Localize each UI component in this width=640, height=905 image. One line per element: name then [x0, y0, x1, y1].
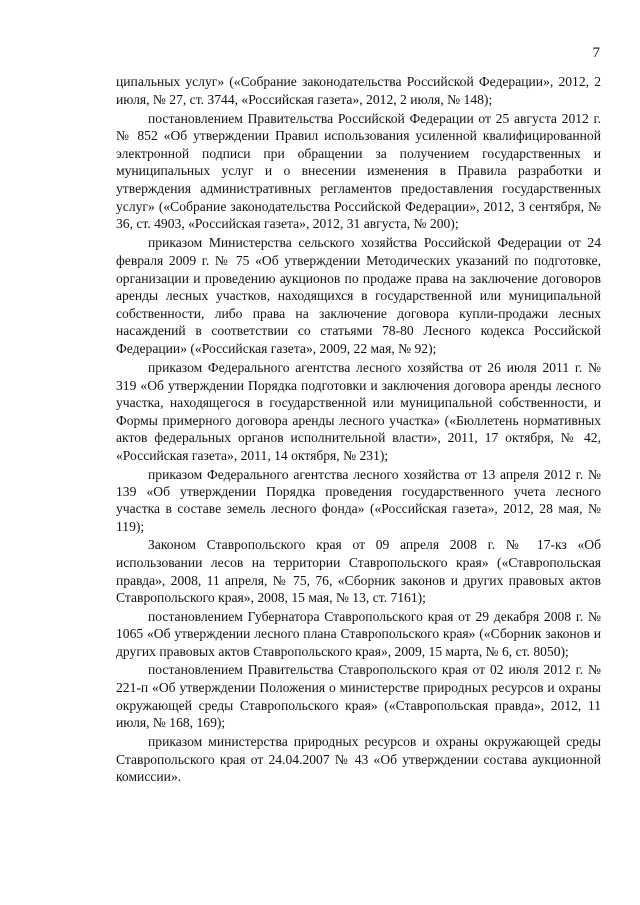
document-body	[116, 73, 601, 788]
paragraph: приказом министерства природных ресурсов и охраны окружающей среды Ставропольского края от 24.04.2007 № 43 «Об утверждении состава аукционной комиссии».	[116, 734, 601, 785]
paragraph: приказом Федерального агентства лесного хозяйства от 26 июля 2011 г. № 319 «Об утверждении Порядка подготовки и заключения договора аренды лесного участка, находящегося в государственной или муниципальной собственности, и Формы примерного договора аренды лесного участка» («Бюллетень нормативных актов федеральных органов исполнительной власти», 2011, 17 октября, № 42, «Российская газета», 2011, 14 октября, № 231);	[116, 360, 601, 463]
paragraph: приказом Министерства сельского хозяйства Российской Федерации от 24 февраля 2009 г. № 75 «Об утверждении Методических указаний по подготовке, организации и проведению аукционов по продаже права на заключение договоров аренды лесных участков, находящихся в государственной или муниципальной собственности, либо права на заключение договора купли-продажи лесных насаждений в соответствии со статьями 78-80 Лесного кодекса Российской Федерации» («Российская газета», 2009, 22 мая, № 92);	[116, 235, 601, 356]
paragraph: постановлением Правительства Ставропольского края от 02 июля 2012 г. № 221-п «Об утверждении Положения о министерстве природных ресурсов и охраны окружающей среды Ставропольского края» («Ставропольская правда», 2012, 11 июля, № 168, 169);	[116, 662, 601, 731]
page-number: 7	[592, 45, 600, 61]
paragraph: ципальных услуг» («Собрание законодательства Российской Федерации», 2012, 2 июля, № 27, ст. 3744, «Российская газета», 2012, 2 июля, № 148);	[116, 74, 601, 107]
paragraph: Законом Ставропольского края от 09 апреля 2008 г. № 17-кз «Об использовании лесов на территории Ставропольского края» («Ставропольская правда», 2008, 11 апреля, № 75, 76, «Сборник законов и других правовых актов Ставропольского края», 2008, 15 мая, № 13, ст. 7161);	[116, 537, 601, 606]
paragraph: постановлением Губернатора Ставропольского края от 29 декабря 2008 г. № 1065 «Об утверждении лесного плана Ставропольского края» («Сборник законов и других правовых актов Ставропольского края», 2009, 15 марта, № 6, ст. 8050);	[116, 609, 601, 659]
paragraph: приказом Федерального агентства лесного хозяйства от 13 апреля 2012 г. № 139 «Об утверждении Порядка проведения государственного учета лесного участка в составе земель лесного фонда» («Российская газета», 2012, 28 мая, № 119);	[116, 467, 601, 534]
paragraph: постановлением Правительства Российской Федерации от 25 августа 2012 г. № 852 «Об утверждении Правил использования усиленной квалифицированной электронной подписи при обращении за получением государственных и муниципальных услуг и о внесении изменения в Правила разработки и утверждения административных регламентов предоставления государственных услуг» («Собрание законодательства Российской Федерации», 2012, 3 сентября, № 36, ст. 4903, «Российская газета», 2012, 31 августа, № 200);	[116, 110, 601, 232]
